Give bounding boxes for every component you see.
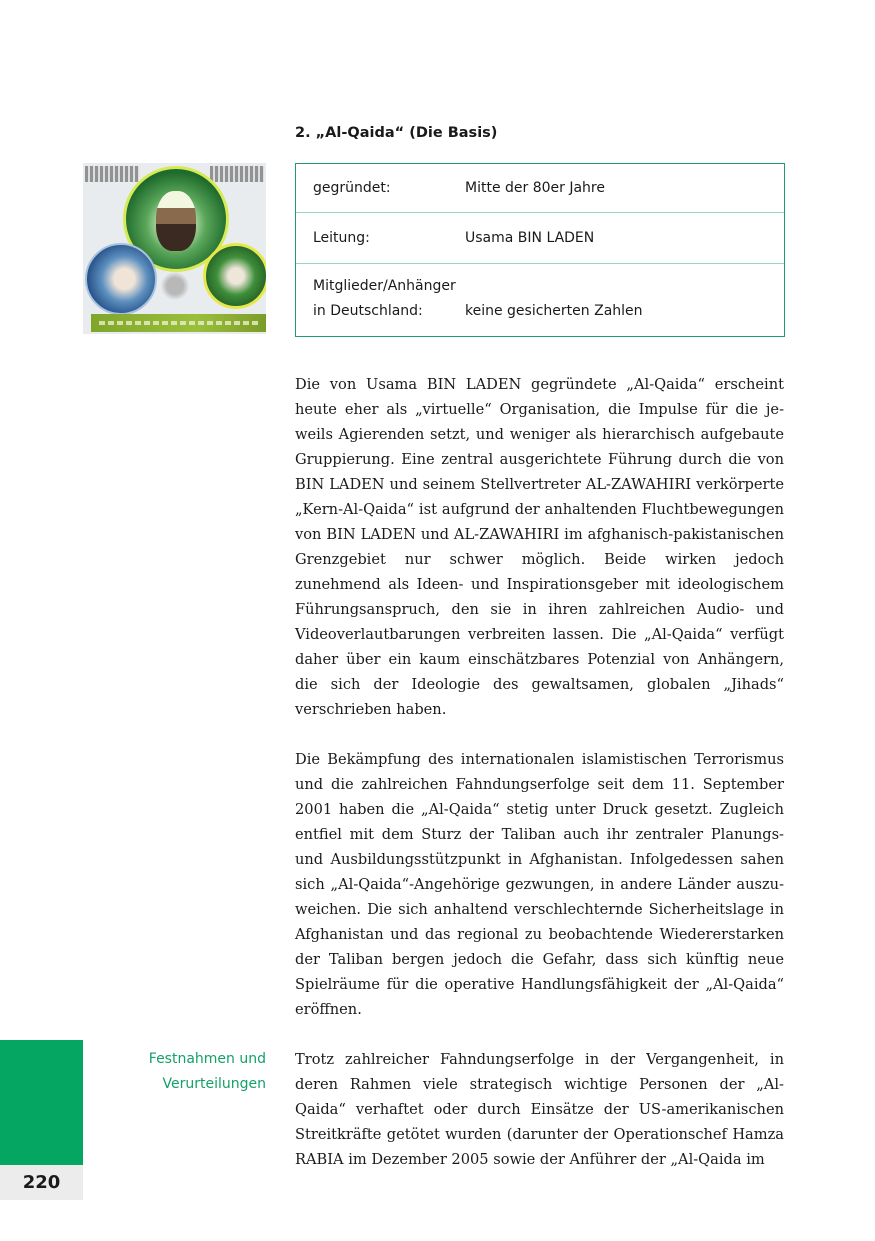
organization-info-table	[295, 163, 785, 337]
info-value: Usama BIN LADEN	[465, 230, 595, 246]
paragraph-1: Die von Usama BIN LADEN gegründete „Al-Qaida“ erscheint heute eher als „virtuelle“ Organisation, die Impulse für die jeweils Agierenden setzt, und weniger als hierarchisch aufgebaute Gruppierung. Eine zentral ausgerichtete Führung durch die von BIN LADEN und seinem Stellvertreter AL-ZAWAHIRI verkörperte „Kern-Al-Qaida“ ist aufgrund der anhaltenden Fluchtbewegungen von BIN LADEN und AL-ZAWAHIRI im afghanisch-pakistanischen Grenzgebiet nur schwer möglich. Beide wirken jedoch zunehmend als Ideen- und Inspirationsgeber mit ideologischem Führungsanspruch, den sie in ihren zahlreichen Audio- und Videoverlautbarungen verbreiten lassen. Die „Al-Qaida“ verfügt daher über ein kaum einschätzbares Potenzial von Anhängern, die sich der Ideologie des gewaltsamen, globalen „Jihads“ verschrieben haben.	[295, 376, 784, 718]
info-label-line2: in Deutschland:	[313, 303, 423, 319]
arabic-caption-banner	[91, 314, 266, 332]
info-label	[296, 274, 465, 324]
blue-medallion	[85, 243, 157, 315]
margin-note-arrests	[100, 1047, 266, 1097]
info-row-leadership	[296, 213, 784, 264]
info-value: keine gesicherten Zahlen	[465, 303, 643, 319]
margin-note-line1: Festnahmen und	[148, 1051, 266, 1067]
chapter-color-tab	[0, 1040, 83, 1165]
info-value: Mitte der 80er Jahre	[465, 180, 605, 196]
margin-note-line2: Verurteilungen	[162, 1076, 266, 1092]
paragraph-2: Die Bekämpfung des internationalen islamistischen Terrorismus und die zahlreichen Fahndungserfolge seit dem 11. September 2001 haben die „Al-Qaida“ stetig unter Druck gesetzt. Zugleich entfiel mit dem Sturz der Taliban auch ihr zentraler Planungs- und Ausbildungsstützpunkt in Afghanistan. Infolgedessen sahen sich „Al-Qaida“-Angehörige gezwungen, in andere Länder auszuweichen. Die sich anhaltend verschlechternde Sicherheitslage in Afghanistan und das regional zu beobachtende Wiedererstarken der Taliban bergen jedoch die Gefahr, dass sich künftig neue Spielräume für die operative Handlungsfähigkeit der „Al-Qaida“ eröffnen.	[295, 751, 784, 1018]
arabic-script-banner-left	[85, 166, 139, 182]
info-label: Leitung:	[313, 230, 370, 246]
info-row-members	[296, 264, 784, 336]
info-row-founded	[296, 164, 784, 213]
propaganda-image	[83, 163, 266, 334]
info-label-line1: Mitglieder/Anhänger	[313, 278, 456, 294]
emblem-icon	[161, 271, 189, 301]
portrait-figure	[156, 191, 196, 251]
page-number: 220	[0, 1165, 83, 1200]
section-title: 2. „Al-Qaida“ (Die Basis)	[295, 125, 498, 141]
green-medallion	[203, 243, 266, 309]
info-label: gegründet:	[313, 180, 391, 196]
paragraph-3: Trotz zahlreicher Fahndungserfolge in der Vergangenheit, in deren Rahmen viele strategisch wichtige Personen der „Al-Qaida“ verhaftet oder durch Einsätze der US-amerikanischen Streitkräfte getötet wurden (darunter der Operationschef Hamza RABIA im Dezember 2005 sowie der Anführer der „Al-Qaida im	[295, 1051, 784, 1168]
arabic-script-banner-right	[210, 166, 264, 182]
